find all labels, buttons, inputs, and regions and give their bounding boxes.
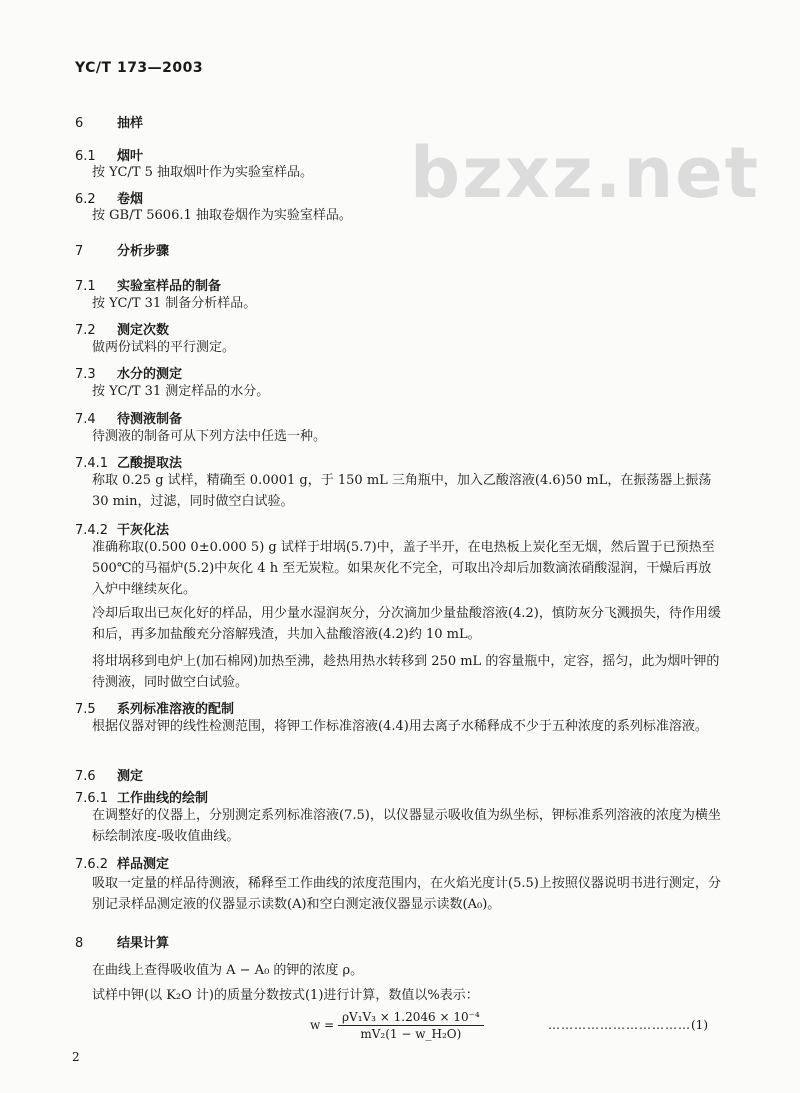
paragraph: 按 YC/T 31 制备分析样品。	[92, 296, 257, 311]
section-title: 待测液制备	[117, 412, 183, 427]
section-heading	[75, 275, 221, 294]
formula-fraction	[338, 1010, 484, 1041]
section-title: 抽样	[117, 116, 144, 131]
section-number: 7.4.1	[75, 456, 109, 471]
section-title: 测定	[117, 769, 144, 784]
equation-number: (1)	[691, 1018, 708, 1032]
section-heading	[75, 765, 143, 784]
section-title: 分析步骤	[117, 244, 170, 259]
equation-dots: ……………………………	[548, 1018, 691, 1032]
section-number: 7.4.2	[75, 523, 109, 538]
paragraph: 根据仪器对钾的线性检测范围，将钾工作标准溶液(4.4)用去离子水稀释成不少于五种浓度的系列标准溶液。	[92, 719, 708, 734]
paragraph: 待测液的制备可从下列方法中任选一种。	[92, 429, 327, 444]
paragraph: 在调整好的仪器上，分别测定系列标准溶液(7.5)，以仪器显示吸收值为纵坐标，钾标准系列溶液的浓度为横坐标绘制浓度-吸收值曲线。	[92, 808, 721, 844]
section-number: 6.2	[75, 192, 96, 207]
paragraph: 吸取一定量的样品待测液，稀释至工作曲线的浓度范围内，在火焰光度计(5.5)上按照仪器说明书进行测定，分别记录样品测定液的仪器显示读数(A)和空白测定液仪器显示读数(A₀)。	[92, 876, 721, 912]
paragraph: 按 GB/T 5606.1 抽取卷烟作为实验室样品。	[92, 208, 352, 223]
section-heading	[75, 319, 169, 338]
section-title: 测定次数	[117, 323, 170, 338]
formula-lhs: w =	[310, 1018, 335, 1032]
formula-denominator: mV₂(1 − w_H₂O)	[360, 1027, 462, 1041]
section-title: 结果计算	[117, 936, 170, 951]
section-heading	[75, 363, 182, 382]
paragraph: 试样中钾(以 K₂O 计)的质量分数按式(1)进行计算，数值以%表示：	[92, 988, 479, 1003]
paragraph: 按 YC/T 5 抽取烟叶作为实验室样品。	[92, 165, 314, 180]
section-title: 样品测定	[117, 857, 170, 872]
section-heading	[75, 519, 169, 538]
formula-numerator: ρV₁V₃ × 1.2046 × 10⁻⁴	[338, 1010, 484, 1026]
section-number: 7	[75, 244, 84, 259]
section-title: 卷烟	[117, 192, 144, 207]
section-heading	[75, 698, 234, 717]
paragraph: 在曲线上查得吸收值为 A − A₀ 的钾的浓度 ρ。	[92, 963, 364, 978]
paragraph: 准确称取(0.500 0±0.000 5) g 试样于坩埚(5.7)中，盖子半开，在电热板上炭化至无烟，然后置于已预热至 500℃的马福炉(5.2)中灰化 4 h 至无炭粒。如果灰化不完全，可取出冷却后加数滴浓硝酸湿润，干燥后再放入炉中继续灰化。	[92, 540, 715, 597]
section-title: 烟叶	[117, 149, 144, 164]
formula	[310, 1010, 484, 1041]
section-number: 6.1	[75, 149, 96, 164]
section-number: 7.5	[75, 702, 96, 717]
section-heading	[75, 787, 208, 806]
equation-tag	[548, 1018, 708, 1032]
section-title: 水分的测定	[117, 367, 183, 382]
paragraph: 将坩埚移到电炉上(加石棉网)加热至沸，趁热用热水转移到 250 mL 的容量瓶中，定容，摇匀，此为烟叶钾的待测液，同时做空白试验。	[92, 654, 720, 690]
section-heading	[75, 112, 143, 131]
section-title: 干灰化法	[117, 523, 170, 538]
section-title: 实验室样品的制备	[117, 279, 222, 294]
page-number: 2	[72, 1050, 80, 1064]
section-number: 7.2	[75, 323, 96, 338]
section-title: 系列标准溶液的配制	[117, 702, 235, 717]
paragraph: 称取 0.25 g 试样，精确至 0.0001 g，于 150 mL 三角瓶中，加入乙酸溶液(4.6)50 mL，在振荡器上振荡 30 min，过滤，同时做空白试验。	[92, 473, 712, 509]
standard-code: YC/T 173—2003	[75, 60, 204, 76]
section-number: 7.1	[75, 279, 96, 294]
watermark: bzxz.net	[410, 132, 761, 214]
section-number: 6	[75, 116, 84, 131]
section-title: 乙酸提取法	[117, 456, 183, 471]
section-heading	[75, 853, 169, 872]
paragraph: 冷却后取出已灰化好的样品，用少量水湿润灰分，分次滴加少量盐酸溶液(4.2)，慎防灰分飞溅损失，待作用缓和后，再多加盐酸充分溶解残渣，共加入盐酸溶液(4.2)约 10 mL。	[92, 606, 721, 642]
section-number: 7.4	[75, 412, 96, 427]
section-number: 7.6.1	[75, 791, 109, 806]
section-title: 工作曲线的绘制	[117, 791, 209, 806]
section-heading	[75, 452, 182, 471]
section-heading	[75, 240, 169, 259]
paragraph: 做两份试料的平行测定。	[92, 340, 236, 355]
section-heading	[75, 932, 169, 951]
section-number: 7.3	[75, 367, 96, 382]
section-number: 8	[75, 936, 84, 951]
section-number: 7.6	[75, 769, 96, 784]
paragraph: 按 YC/T 31 测定样品的水分。	[92, 384, 270, 399]
section-number: 7.6.2	[75, 857, 109, 872]
section-heading	[75, 408, 182, 427]
